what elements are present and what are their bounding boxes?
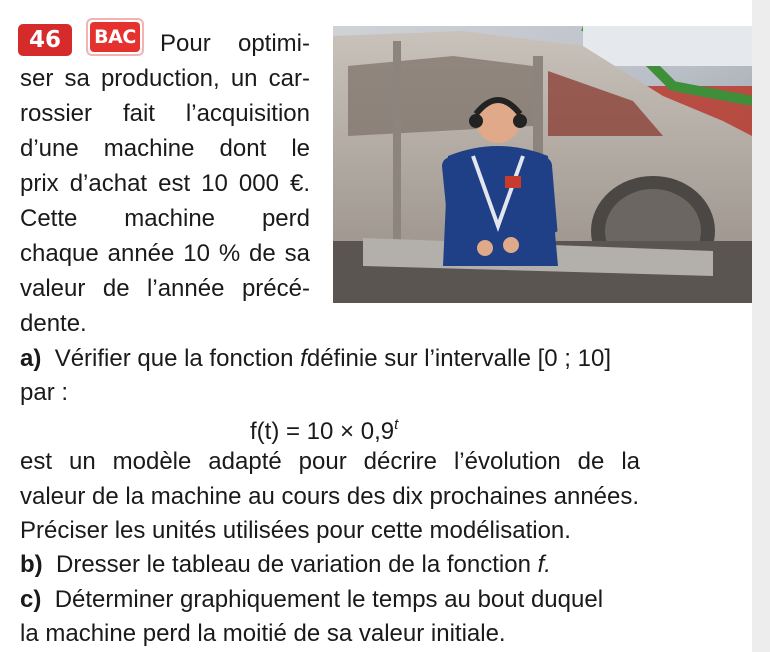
intro-line: prix d’achat est 10 000 €. xyxy=(20,170,310,197)
continuation-line: valeur de la machine au cours des dix prochaines années. xyxy=(20,483,640,510)
intro-line: ser sa production, un car- xyxy=(20,65,310,92)
question-c-label: c) xyxy=(20,586,42,613)
continuation-line: Préciser les unités utilisées pour cette modélisation. xyxy=(20,517,571,544)
intro-line: d’une machine dont le xyxy=(20,135,310,162)
question-a-label: a) xyxy=(20,345,42,372)
page-edge-strip xyxy=(752,0,770,652)
mechanic-car-photo xyxy=(333,26,752,303)
question-a-line1 xyxy=(20,344,611,374)
intro-line: chaque année 10 % de sa xyxy=(20,240,310,267)
question-c-line1 xyxy=(20,585,603,615)
formula-exponent: t xyxy=(394,416,399,433)
question-a-line2: par : xyxy=(20,379,69,406)
intro-line: Pour optimi- xyxy=(160,30,310,57)
intro-line: dente. xyxy=(20,310,87,337)
question-b xyxy=(20,550,551,580)
formula-lhs: f(t) = 10 × 0,9 xyxy=(250,418,395,445)
bac-badge-label: BAC xyxy=(90,22,140,52)
question-a-text: Vérifier que la fonction xyxy=(54,345,294,372)
formula xyxy=(250,410,398,447)
question-c-line2: la machine perd la moitié de sa valeur initiale. xyxy=(20,620,506,647)
question-b-text: Dresser le tableau de variation de la fonction xyxy=(56,551,531,578)
bac-badge xyxy=(86,18,144,56)
question-b-label: b) xyxy=(20,551,43,578)
question-c-text: Déterminer graphiquement le temps au bout duquel xyxy=(54,586,604,613)
intro-line: Cette machine perd xyxy=(20,205,310,232)
intro-line: valeur de l’année précé- xyxy=(20,275,310,302)
function-name-b: f. xyxy=(537,551,551,578)
question-a-text-2: définie sur l’intervalle [0 ; 10] xyxy=(306,345,612,372)
function-name: f xyxy=(300,345,307,372)
exercise-number-badge: 46 xyxy=(18,24,72,56)
continuation-line: est un modèle adapté pour décrire l’évolution de la xyxy=(20,448,640,475)
intro-line: rossier fait l’acquisition xyxy=(20,100,310,127)
